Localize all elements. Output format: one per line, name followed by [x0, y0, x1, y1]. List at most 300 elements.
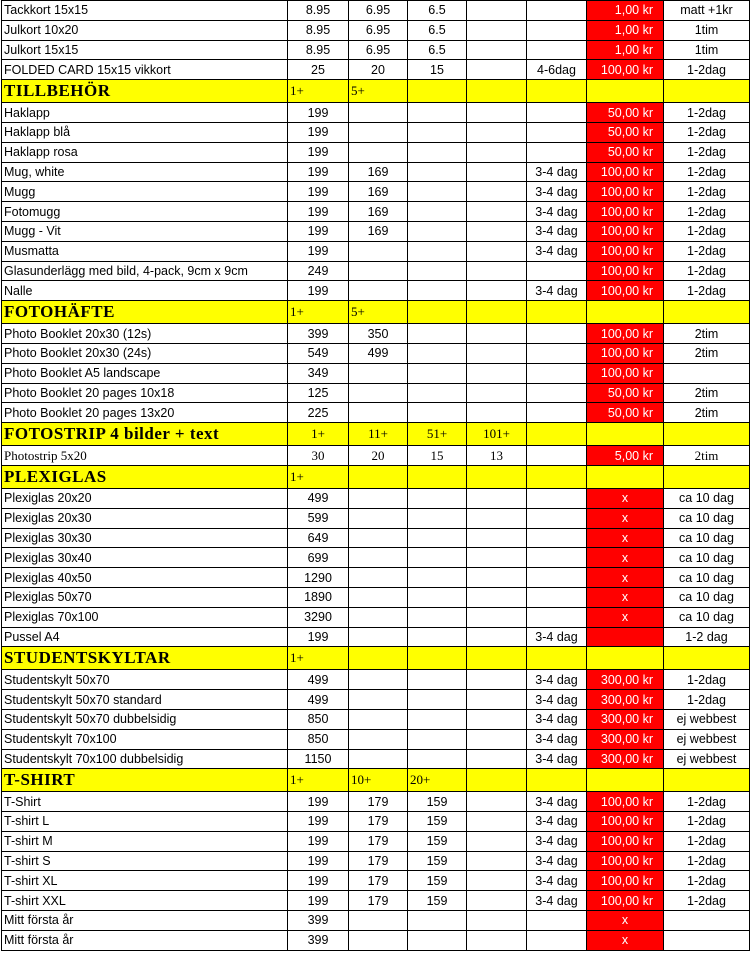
turnaround-cell: 3-4 dag — [527, 670, 587, 690]
price-tier-2-cell — [349, 241, 408, 261]
fee-cell: x — [587, 508, 664, 528]
price-tier-3-cell: 159 — [408, 851, 467, 871]
price-tier-3-cell — [408, 281, 467, 301]
price-tier-1-cell: 599 — [288, 508, 349, 528]
price-tier-4-cell — [467, 383, 527, 403]
section-header-row — [2, 465, 750, 488]
price-tier-3-cell — [408, 383, 467, 403]
price-tier-4-cell: 13 — [467, 446, 527, 466]
fee-cell: 100,00 kr — [587, 221, 664, 241]
fee-cell: 100,00 kr — [587, 202, 664, 222]
header-empty-cell — [664, 80, 750, 103]
product-row — [2, 122, 750, 142]
price-tier-3-cell: 15 — [408, 60, 467, 80]
price-tier-2-cell — [349, 528, 408, 548]
price-tier-1-cell: 1150 — [288, 749, 349, 769]
product-row — [2, 792, 750, 812]
turnaround-cell — [527, 324, 587, 344]
quantity-tier-label: 5+ — [349, 301, 408, 324]
section-title: FOTOHÄFTE — [2, 301, 288, 324]
product-name-cell: Studentskylt 50x70 — [2, 670, 288, 690]
price-tier-4-cell — [467, 911, 527, 931]
price-tier-4-cell — [467, 587, 527, 607]
product-row — [2, 911, 750, 931]
price-tier-4-cell — [467, 261, 527, 281]
delivery-cell: 1-2 dag — [664, 627, 750, 647]
header-empty-cell — [527, 647, 587, 670]
price-tier-3-cell: 159 — [408, 871, 467, 891]
price-tier-3-cell — [408, 587, 467, 607]
price-tier-4-cell — [467, 627, 527, 647]
product-row — [2, 363, 750, 383]
product-row — [2, 930, 750, 950]
price-tier-3-cell — [408, 508, 467, 528]
product-row — [2, 403, 750, 423]
turnaround-cell — [527, 363, 587, 383]
product-name-cell: Studentskylt 50x70 dubbelsidig — [2, 709, 288, 729]
turnaround-cell — [527, 261, 587, 281]
price-tier-4-cell — [467, 690, 527, 710]
price-tier-4-cell — [467, 488, 527, 508]
fee-cell: 100,00 kr — [587, 281, 664, 301]
product-row — [2, 383, 750, 403]
price-tier-2-cell: 6.95 — [349, 20, 408, 40]
delivery-cell: ca 10 dag — [664, 587, 750, 607]
price-tier-2-cell — [349, 122, 408, 142]
delivery-cell: ca 10 dag — [664, 508, 750, 528]
delivery-cell: 1-2dag — [664, 122, 750, 142]
turnaround-cell: 3-4 dag — [527, 729, 587, 749]
fee-cell: 100,00 kr — [587, 831, 664, 851]
product-name-cell: Plexiglas 50x70 — [2, 587, 288, 607]
price-tier-3-cell — [408, 324, 467, 344]
section-title: PLEXIGLAS — [2, 465, 288, 488]
turnaround-cell — [527, 508, 587, 528]
delivery-cell: ej webbest — [664, 709, 750, 729]
header-empty-cell — [408, 80, 467, 103]
price-tier-1-cell: 199 — [288, 831, 349, 851]
price-tier-2-cell: 179 — [349, 851, 408, 871]
price-tier-2-cell — [349, 911, 408, 931]
price-tier-3-cell — [408, 690, 467, 710]
price-tier-2-cell — [349, 607, 408, 627]
price-tier-4-cell — [467, 891, 527, 911]
fee-cell: 1,00 kr — [587, 1, 664, 21]
turnaround-cell: 3-4 dag — [527, 891, 587, 911]
delivery-cell: 1-2dag — [664, 831, 750, 851]
price-tier-3-cell — [408, 241, 467, 261]
fee-cell — [587, 627, 664, 647]
product-name-cell: FOLDED CARD 15x15 vikkort — [2, 60, 288, 80]
price-tier-1-cell: 225 — [288, 403, 349, 423]
price-tier-3-cell — [408, 142, 467, 162]
product-name-cell: Mugg — [2, 182, 288, 202]
price-tier-4-cell — [467, 403, 527, 423]
fee-cell: x — [587, 587, 664, 607]
delivery-cell: 1-2dag — [664, 221, 750, 241]
header-empty-cell — [527, 301, 587, 324]
price-tier-4-cell — [467, 871, 527, 891]
price-tier-4-cell — [467, 202, 527, 222]
product-row — [2, 851, 750, 871]
turnaround-cell — [527, 103, 587, 123]
delivery-cell: 2tim — [664, 343, 750, 363]
quantity-tier-label: 20+ — [408, 769, 467, 792]
price-tier-2-cell — [349, 508, 408, 528]
product-name-cell: Tackkort 15x15 — [2, 1, 288, 21]
quantity-tier-label: 1+ — [288, 301, 349, 324]
price-tier-4-cell — [467, 103, 527, 123]
price-tier-2-cell: 169 — [349, 202, 408, 222]
price-tier-1-cell: 199 — [288, 627, 349, 647]
fee-cell: 100,00 kr — [587, 241, 664, 261]
product-row — [2, 709, 750, 729]
delivery-cell — [664, 363, 750, 383]
delivery-cell: ej webbest — [664, 729, 750, 749]
delivery-cell: 1-2dag — [664, 812, 750, 832]
product-row — [2, 508, 750, 528]
price-tier-4-cell — [467, 281, 527, 301]
price-tier-1-cell: 25 — [288, 60, 349, 80]
product-name-cell: Plexiglas 30x30 — [2, 528, 288, 548]
delivery-cell: 1-2dag — [664, 261, 750, 281]
turnaround-cell — [527, 1, 587, 21]
price-tier-1-cell: 549 — [288, 343, 349, 363]
delivery-cell: 1-2dag — [664, 60, 750, 80]
product-name-cell: T-shirt S — [2, 851, 288, 871]
delivery-cell: 1-2dag — [664, 792, 750, 812]
price-tier-3-cell — [408, 729, 467, 749]
quantity-tier-label: 51+ — [408, 423, 467, 446]
product-name-cell: Photo Booklet 20x30 (12s) — [2, 324, 288, 344]
price-tier-4-cell — [467, 221, 527, 241]
quantity-tier-label: 1+ — [288, 80, 349, 103]
price-tier-3-cell — [408, 122, 467, 142]
turnaround-cell — [527, 40, 587, 60]
price-tier-1-cell: 199 — [288, 281, 349, 301]
price-tier-4-cell — [467, 792, 527, 812]
delivery-cell: 1-2dag — [664, 851, 750, 871]
price-tier-1-cell: 8.95 — [288, 1, 349, 21]
price-tier-2-cell: 350 — [349, 324, 408, 344]
turnaround-cell: 3-4 dag — [527, 241, 587, 261]
quantity-tier-label: 1+ — [288, 465, 349, 488]
turnaround-cell — [527, 930, 587, 950]
delivery-cell: ca 10 dag — [664, 548, 750, 568]
price-tier-3-cell — [408, 911, 467, 931]
fee-cell: x — [587, 930, 664, 950]
price-tier-1-cell: 199 — [288, 241, 349, 261]
product-row — [2, 1, 750, 21]
product-row — [2, 488, 750, 508]
price-tier-1-cell: 499 — [288, 488, 349, 508]
product-name-cell: Studentskylt 70x100 — [2, 729, 288, 749]
price-tier-1-cell: 199 — [288, 162, 349, 182]
price-tier-3-cell — [408, 568, 467, 588]
delivery-cell: matt +1kr — [664, 1, 750, 21]
product-name-cell: Plexiglas 20x30 — [2, 508, 288, 528]
price-tier-1-cell: 199 — [288, 792, 349, 812]
price-tier-2-cell — [349, 568, 408, 588]
quantity-tier-label: 10+ — [349, 769, 408, 792]
product-row — [2, 528, 750, 548]
product-name-cell: Plexiglas 40x50 — [2, 568, 288, 588]
price-tier-3-cell: 15 — [408, 446, 467, 466]
turnaround-cell — [527, 568, 587, 588]
product-name-cell: Haklapp — [2, 103, 288, 123]
quantity-tier-label: 1+ — [288, 423, 349, 446]
price-tier-2-cell — [349, 709, 408, 729]
price-tier-4-cell — [467, 122, 527, 142]
price-tier-4-cell — [467, 729, 527, 749]
fee-cell: x — [587, 488, 664, 508]
turnaround-cell: 3-4 dag — [527, 792, 587, 812]
product-name-cell: T-shirt L — [2, 812, 288, 832]
product-row — [2, 670, 750, 690]
price-tier-4-cell — [467, 363, 527, 383]
product-row — [2, 627, 750, 647]
price-tier-3-cell: 6.5 — [408, 40, 467, 60]
header-empty-cell — [664, 465, 750, 488]
turnaround-cell — [527, 383, 587, 403]
price-tier-2-cell: 6.95 — [349, 1, 408, 21]
fee-cell: 5,00 kr — [587, 446, 664, 466]
price-tier-2-cell — [349, 142, 408, 162]
section-title: STUDENTSKYLTAR — [2, 647, 288, 670]
price-tier-4-cell — [467, 60, 527, 80]
price-tier-4-cell — [467, 343, 527, 363]
price-tier-2-cell — [349, 627, 408, 647]
turnaround-cell — [527, 20, 587, 40]
price-tier-4-cell — [467, 749, 527, 769]
header-empty-cell — [527, 769, 587, 792]
price-tier-2-cell — [349, 548, 408, 568]
header-empty-cell — [349, 647, 408, 670]
product-name-cell: Nalle — [2, 281, 288, 301]
header-empty-cell — [664, 423, 750, 446]
turnaround-cell — [527, 446, 587, 466]
turnaround-cell: 3-4 dag — [527, 202, 587, 222]
turnaround-cell — [527, 142, 587, 162]
fee-cell: 50,00 kr — [587, 403, 664, 423]
price-tier-4-cell — [467, 930, 527, 950]
delivery-cell: 1-2dag — [664, 670, 750, 690]
quantity-tier-label: 1+ — [288, 769, 349, 792]
price-tier-1-cell: 1890 — [288, 587, 349, 607]
delivery-cell: 1-2dag — [664, 103, 750, 123]
price-tier-1-cell: 699 — [288, 548, 349, 568]
product-name-cell: Haklapp blå — [2, 122, 288, 142]
section-header-row — [2, 301, 750, 324]
price-tier-3-cell: 6.5 — [408, 20, 467, 40]
price-tier-3-cell — [408, 607, 467, 627]
fee-cell: 100,00 kr — [587, 812, 664, 832]
price-tier-3-cell — [408, 403, 467, 423]
price-tier-3-cell — [408, 488, 467, 508]
price-tier-2-cell — [349, 690, 408, 710]
turnaround-cell: 3-4 dag — [527, 812, 587, 832]
price-tier-4-cell — [467, 528, 527, 548]
turnaround-cell — [527, 488, 587, 508]
product-row — [2, 281, 750, 301]
delivery-cell: 2tim — [664, 383, 750, 403]
product-name-cell: Mitt första år — [2, 911, 288, 931]
price-tier-1-cell: 30 — [288, 446, 349, 466]
price-tier-1-cell: 399 — [288, 930, 349, 950]
fee-cell: 300,00 kr — [587, 709, 664, 729]
product-name-cell: Haklapp rosa — [2, 142, 288, 162]
delivery-cell: ca 10 dag — [664, 568, 750, 588]
delivery-cell: 1-2dag — [664, 162, 750, 182]
turnaround-cell — [527, 607, 587, 627]
header-empty-cell — [408, 301, 467, 324]
price-tier-2-cell — [349, 363, 408, 383]
price-tier-4-cell — [467, 548, 527, 568]
price-tier-1-cell: 399 — [288, 324, 349, 344]
price-tier-4-cell — [467, 241, 527, 261]
turnaround-cell: 3-4 dag — [527, 162, 587, 182]
price-tier-2-cell: 169 — [349, 221, 408, 241]
product-name-cell: Pussel A4 — [2, 627, 288, 647]
price-tier-3-cell — [408, 627, 467, 647]
delivery-cell: 1-2dag — [664, 690, 750, 710]
product-row — [2, 690, 750, 710]
price-tier-1-cell: 1290 — [288, 568, 349, 588]
header-empty-cell — [587, 647, 664, 670]
quantity-tier-label: 1+ — [288, 647, 349, 670]
price-tier-3-cell: 159 — [408, 812, 467, 832]
price-tier-2-cell: 20 — [349, 446, 408, 466]
quantity-tier-label: 11+ — [349, 423, 408, 446]
price-tier-1-cell: 199 — [288, 812, 349, 832]
price-tier-1-cell: 850 — [288, 709, 349, 729]
price-tier-1-cell: 399 — [288, 911, 349, 931]
fee-cell: 1,00 kr — [587, 40, 664, 60]
product-row — [2, 202, 750, 222]
price-tier-3-cell: 159 — [408, 792, 467, 812]
fee-cell: 50,00 kr — [587, 383, 664, 403]
header-empty-cell — [408, 465, 467, 488]
price-tier-2-cell — [349, 587, 408, 607]
delivery-cell: 1-2dag — [664, 241, 750, 261]
fee-cell: 300,00 kr — [587, 690, 664, 710]
price-tier-2-cell: 179 — [349, 812, 408, 832]
product-row — [2, 241, 750, 261]
price-tier-2-cell — [349, 103, 408, 123]
price-tier-2-cell: 169 — [349, 182, 408, 202]
product-row — [2, 40, 750, 60]
price-tier-4-cell — [467, 831, 527, 851]
delivery-cell: ca 10 dag — [664, 607, 750, 627]
turnaround-cell: 3-4 dag — [527, 221, 587, 241]
price-tier-4-cell — [467, 568, 527, 588]
price-tier-2-cell — [349, 670, 408, 690]
turnaround-cell — [527, 548, 587, 568]
product-name-cell: Photostrip 5x20 — [2, 446, 288, 466]
product-row — [2, 891, 750, 911]
product-name-cell: Photo Booklet A5 landscape — [2, 363, 288, 383]
price-tier-1-cell: 199 — [288, 142, 349, 162]
product-name-cell: Plexiglas 70x100 — [2, 607, 288, 627]
product-name-cell: T-Shirt — [2, 792, 288, 812]
product-row — [2, 607, 750, 627]
price-tier-3-cell — [408, 749, 467, 769]
price-tier-4-cell — [467, 162, 527, 182]
header-empty-cell — [587, 301, 664, 324]
price-tier-3-cell: 159 — [408, 831, 467, 851]
product-row — [2, 182, 750, 202]
fee-cell: x — [587, 548, 664, 568]
price-tier-1-cell: 249 — [288, 261, 349, 281]
product-row — [2, 812, 750, 832]
price-tier-3-cell — [408, 670, 467, 690]
price-tier-3-cell — [408, 162, 467, 182]
delivery-cell: 1-2dag — [664, 202, 750, 222]
product-row — [2, 60, 750, 80]
header-empty-cell — [527, 465, 587, 488]
fee-cell: x — [587, 528, 664, 548]
fee-cell: 100,00 kr — [587, 891, 664, 911]
turnaround-cell — [527, 911, 587, 931]
price-tier-1-cell: 499 — [288, 670, 349, 690]
price-tier-2-cell: 6.95 — [349, 40, 408, 60]
product-name-cell: Julkort 15x15 — [2, 40, 288, 60]
fee-cell: 100,00 kr — [587, 363, 664, 383]
turnaround-cell: 3-4 dag — [527, 831, 587, 851]
quantity-tier-label: 101+ — [467, 423, 527, 446]
turnaround-cell: 4-6dag — [527, 60, 587, 80]
price-tier-1-cell: 8.95 — [288, 20, 349, 40]
fee-cell: 100,00 kr — [587, 343, 664, 363]
product-row — [2, 20, 750, 40]
product-name-cell: Mitt första år — [2, 930, 288, 950]
header-empty-cell — [527, 423, 587, 446]
price-tier-2-cell: 179 — [349, 831, 408, 851]
fee-cell: 50,00 kr — [587, 142, 664, 162]
product-row — [2, 324, 750, 344]
product-name-cell: Plexiglas 30x40 — [2, 548, 288, 568]
header-empty-cell — [467, 647, 527, 670]
product-row — [2, 831, 750, 851]
product-name-cell: Glasunderlägg med bild, 4-pack, 9cm x 9cm — [2, 261, 288, 281]
fee-cell: 50,00 kr — [587, 122, 664, 142]
price-tier-4-cell — [467, 812, 527, 832]
product-row — [2, 103, 750, 123]
product-row — [2, 446, 750, 466]
turnaround-cell: 3-4 dag — [527, 709, 587, 729]
delivery-cell: 1-2dag — [664, 281, 750, 301]
product-row — [2, 548, 750, 568]
price-tier-3-cell — [408, 930, 467, 950]
product-row — [2, 729, 750, 749]
section-header-row — [2, 80, 750, 103]
turnaround-cell: 3-4 dag — [527, 627, 587, 647]
header-empty-cell — [467, 769, 527, 792]
price-tier-4-cell — [467, 607, 527, 627]
fee-cell: x — [587, 607, 664, 627]
product-row — [2, 343, 750, 363]
product-row — [2, 568, 750, 588]
turnaround-cell — [527, 343, 587, 363]
price-tier-2-cell: 179 — [349, 891, 408, 911]
section-header-row — [2, 647, 750, 670]
price-tier-1-cell: 199 — [288, 891, 349, 911]
product-row — [2, 749, 750, 769]
fee-cell: 100,00 kr — [587, 60, 664, 80]
delivery-cell — [664, 930, 750, 950]
price-tier-2-cell: 179 — [349, 792, 408, 812]
delivery-cell: ca 10 dag — [664, 528, 750, 548]
